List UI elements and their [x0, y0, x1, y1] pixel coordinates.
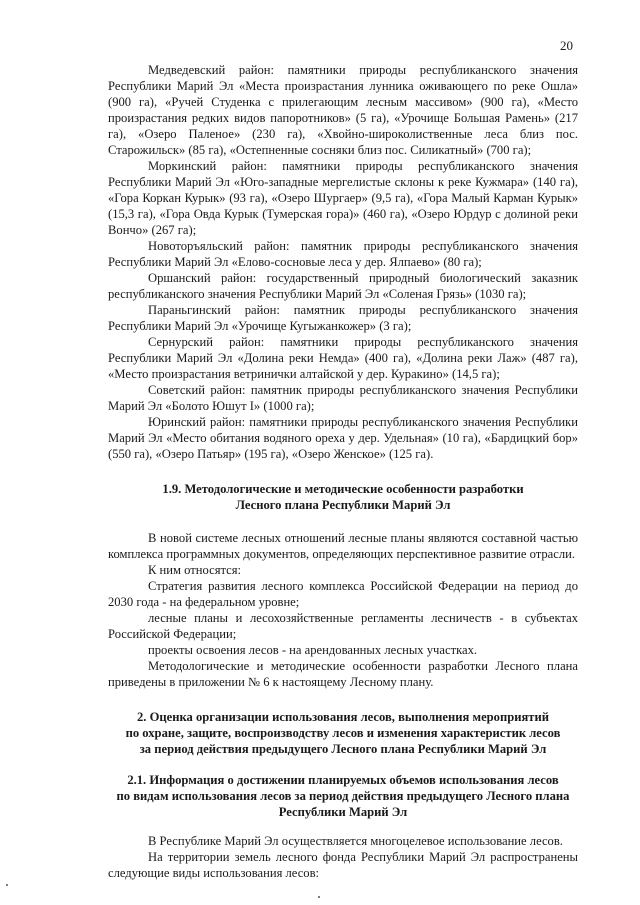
- paragraph-strategy: Стратегия развития лесного комплекса Российской Федерации на период до 2030 года - на федеральном уровне;: [108, 579, 578, 609]
- section-heading-line: Лесного плана Республики Марий Эл: [235, 498, 451, 512]
- paragraph-novotoryalsky: Новоторъяльский район: памятник природы республиканского значения Республики Марий Эл «Елово-сосновые леса у дер. Ялпаево» (80 га);: [108, 239, 578, 269]
- section-2-1-heading: [108, 772, 578, 820]
- section-heading-line: по охране, защите, воспроизводству лесов и изменения характеристик лесов: [125, 726, 561, 740]
- section-heading-line: Республики Марий Эл: [278, 805, 408, 819]
- section-heading-line: 1.9. Методологические и методические особенности разработки: [162, 482, 524, 496]
- section-2-heading: [108, 709, 578, 757]
- paragraph-list-intro: К ним относятся:: [148, 563, 242, 577]
- paragraph-multipurpose-use: В Республике Марий Эл осуществляется многоцелевое использование лесов.: [148, 834, 563, 848]
- paragraph-regional-plans: лесные планы и лесохозяйственные регламенты лесничеств - в субъектах Российской Федерации;: [108, 611, 578, 641]
- paragraph-medvedevsky: Медведевский район: памятники природы республиканского значения Республики Марий Эл «Места произрастания лунника оживающего по реке Ошла» (900 га), «Ручей Студенка с прилегающим лесным массивом» (900 га), «Место произрастания редких видов папоротников» (5 га), «Урочище Большая Рамень» (217 га), «Озеро Паленое» (230 га), «Хвойно-широколиственные леса близ пос. Старожильск» (85 га), «Остепненные сосняки близ пос. Силикатный» (700 га);: [108, 63, 578, 157]
- paragraph-orshansky: Оршанский район: государственный природный биологический заказник республиканского значения Республики Марий Эл «Соленая Грязь» (1030 га);: [108, 271, 578, 301]
- scan-speck: [318, 896, 320, 898]
- page-number: 20: [560, 38, 573, 53]
- section-heading-line: 2. Оценка организации использования лесов, выполнения мероприятий: [137, 710, 549, 724]
- paragraph-sernursky: Сернурский район: памятники природы республиканского значения Республики Марий Эл «Долина реки Немда» (400 га), «Долина реки Лаж» (487 га), «Место произрастания ветринички алтайской у дер. Куракино» (14,5 га);: [108, 335, 578, 381]
- section-heading-line: по видам использования лесов за период действия предыдущего Лесного плана: [116, 789, 570, 803]
- paragraph-sovetsky: Советский район: памятник природы республиканского значения Республики Марий Эл «Болото Юшут I» (1000 га);: [108, 383, 578, 413]
- paragraph-paranginsky: Параньгинский район: памятник природы республиканского значения Республики Марий Эл «Урочище Кугыжанкожер» (3 га);: [108, 303, 578, 333]
- paragraph-methodology-reference: Методологические и методические особенности разработки Лесного плана приведены в приложении № 6 к настоящему Лесному плану.: [108, 659, 578, 689]
- paragraph-use-types-intro: На территории земель лесного фонда Республики Марий Эл распространены следующие виды использования лесов:: [108, 850, 578, 880]
- section-heading-line: 2.1. Информация о достижении планируемых объемов использования лесов: [127, 773, 559, 787]
- paragraph-development-projects: проекты освоения лесов - на арендованных лесных участках.: [148, 643, 478, 657]
- paragraph-yurinsky: Юринский район: памятники природы республиканского значения Республики Марий Эл «Место обитания водяного ореха у дер. Удельная» (10 га), «Бардицкий бор» (550 га), «Озеро Патьяр» (195 га), «Озеро Женское» (125 га).: [108, 415, 578, 461]
- section-1-9-heading: [108, 481, 578, 513]
- paragraph-forest-plans-intro: В новой системе лесных отношений лесные планы являются составной частью комплекса программных документов, определяющих перспективное развитие отрасли.: [108, 531, 578, 561]
- document-body: [108, 62, 578, 881]
- paragraph-morkinsky: Моркинский район: памятники природы республиканского значения Республики Марий Эл «Юго-западные мергелистые склоны к реке Кужмара» (140 га), «Гора Коркан Курык» (93 га), «Озеро Шургаер» (9,5 га), «Гора Малый Карман Курык» (15,3 га), «Гора Овда Курык (Тумерская гора)» (460 га), «Озеро Юрдур с долиной реки Вончо» (267 га);: [108, 159, 578, 237]
- scan-speck: [6, 884, 8, 886]
- section-heading-line: за период действия предыдущего Лесного плана Республики Марий Эл: [139, 742, 547, 756]
